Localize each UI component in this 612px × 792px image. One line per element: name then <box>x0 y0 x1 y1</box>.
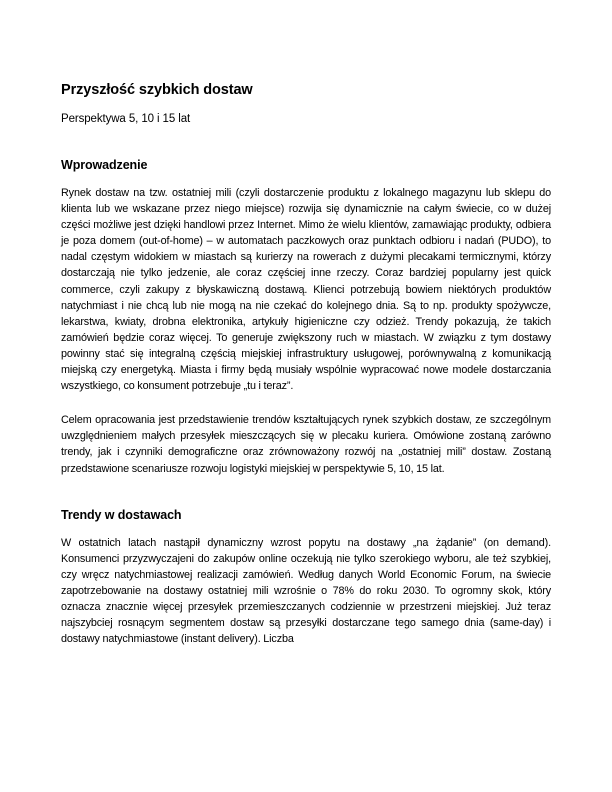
paragraph-trends-demand: W ostatnich latach nastąpił dynamiczny wzrost popytu na dostawy „na żądanie” (on demand). Konsumenci przyzwyczajeni do zakupów online oczekują nie tylko szerokiego wyboru, ale też szybkiej, czy wręcz natychmiastowej realizacji zamówień. Według danych World Economic Forum, na świecie zapotrzebowanie na dostawy ostatniej mili wzrośnie o 78% do roku 2030. To ogromny skok, który oznacza znacznie więcej przesyłek przemieszczanych codziennie w przestrzeni miejskiej. Już teraz najszybciej rosnącym segmentem dostaw są przesyłki dostarczane tego samego dnia (same-day) i dostawy natychmiastowe (instant delivery). Liczba <box>61 536 551 646</box>
paragraph-intro-goal: Celem opracowania jest przedstawienie trendów kształtujących rynek szybkich dostaw, ze szczególnym uwzględnieniem małych przesyłek mieszczących się w plecaku kuriera. Omówione zostaną zarówno trendy, jak i czynniki demograficzne oraz zrównoważony rozwój na „ostatniej mili” dostaw. Zostaną przedstawione scenariusze rozwoju logistyki miejskiej w perspektywie 5, 10, 15 lat. <box>61 414 551 475</box>
section-heading-trendy: Trendy w dostawach <box>61 507 182 522</box>
section-heading-wprowadzenie: Wprowadzenie <box>61 158 148 172</box>
document-title: Przyszłość szybkich dostaw <box>61 82 253 98</box>
paragraph-intro-market: Rynek dostaw na tzw. ostatniej mili (czyli dostarczenie produktu z lokalnego magazynu lub sklepu do klienta lub we wskazane przez niego miejsce) rozwija się dynamicznie na całym świecie, co w dużej części możliwe jest dzięki handlowi przez Internet. Mimo że wielu klientów, zamawiając produkty, odbiera je poza domem (out-of-home) – w automatach paczkowych oraz punktach odbioru i nadań (PUDO), to nadal częstym widokiem w miastach są kurierzy na rowerach z dużymi plecakami termicznymi, którzy dostarczają nie tylko jedzenie, ale coraz częściej inne rzeczy. Coraz bardziej popularny jest quick commerce, czyli zakupy z błyskawiczną dostawą. Klienci potrzebują bowiem niektórych produktów natychmiast i nie chcą lub nie mogą na nie czekać do kolejnego dnia. Są to np. produkty spożywcze, lekarstwa, kwiaty, drobna elektronika, artykuły higieniczne czy odzież. Trendy pokazują, że takich zamówień będzie coraz więcej. To generuje zwiększony ruch w miastach. W związku z tym dostawy powinny stać się integralną częścią miejskiej infrastruktury usługowej, porównywalną z komunikacją miejską czy energetyką. Miasta i firmy będą musiały wspólnie wypracować nowe modele dostarczania wszystkiego, co konsument potrzebuje „tu i teraz”. <box>61 187 551 393</box>
document-subtitle: Perspektywa 5, 10 i 15 lat <box>61 113 191 125</box>
